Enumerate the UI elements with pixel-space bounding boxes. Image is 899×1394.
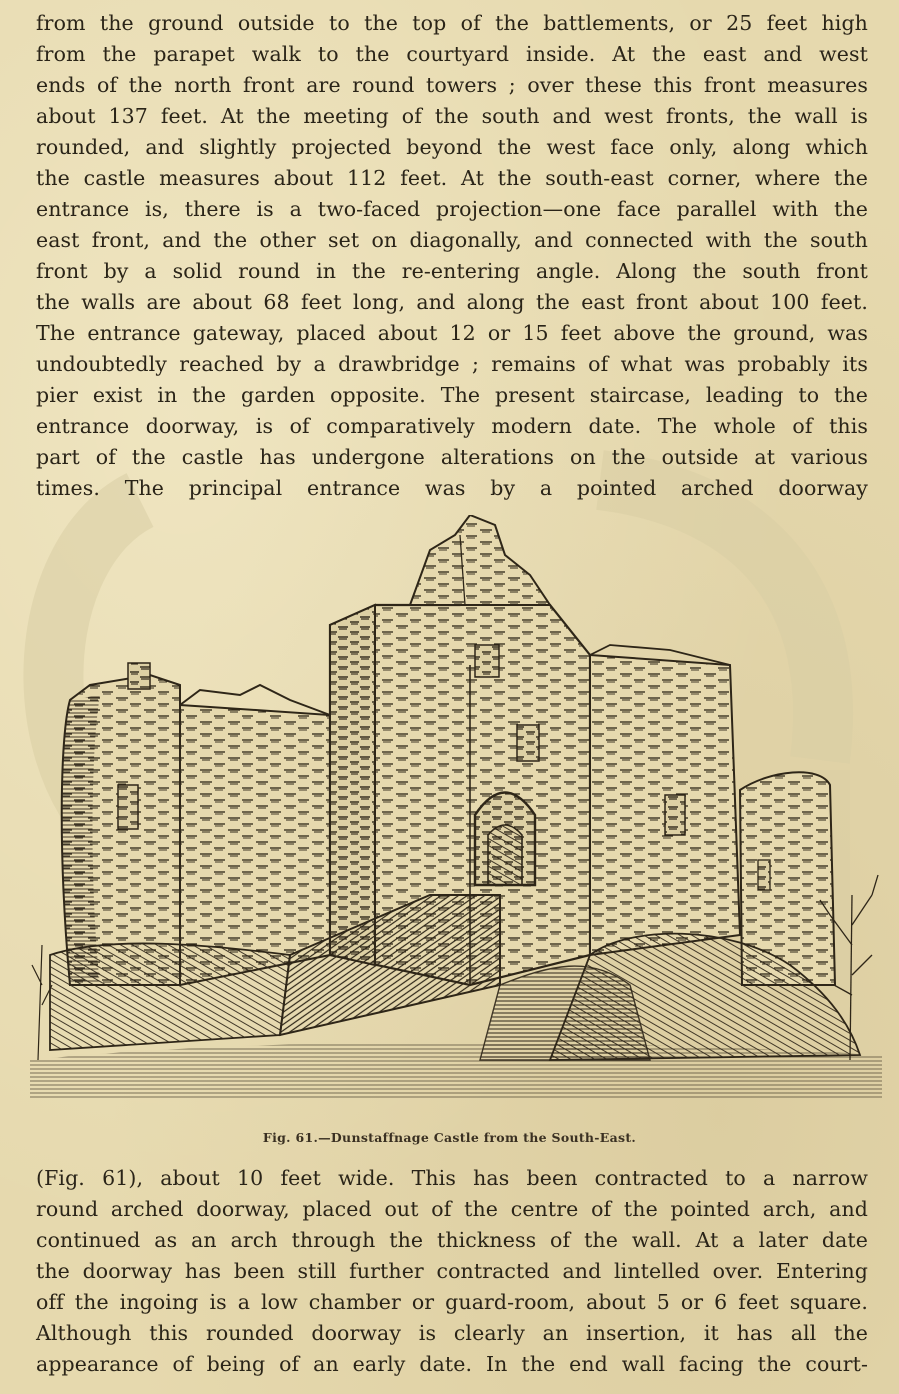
text-line: the castle measures about 112 feet. At the south-east corner, where the xyxy=(36,166,868,190)
text-line: front by a solid round in the re-entering angle. Along the south front xyxy=(36,259,868,283)
text-line: The entrance gateway, placed about 12 or 15 feet above the ground, was xyxy=(36,321,868,345)
text-line: undoubtedly reached by a drawbridge ; remains of what was probably its xyxy=(36,352,868,376)
text-line: the doorway has been still further contracted and lintelled over. Entering xyxy=(36,1259,868,1283)
text-line: from the ground outside to the top of the battlements, or 25 feet high xyxy=(36,11,868,35)
text-line: (Fig. 61), about 10 feet wide. This has been contracted to a narrow xyxy=(36,1166,868,1190)
top-paragraph xyxy=(36,8,868,504)
text-line: rounded, and slightly projected beyond the west face only, along which xyxy=(36,135,868,159)
text-line: entrance is, there is a two-faced projection—one face parallel with the xyxy=(36,197,868,221)
figure-caption: Fig. 61.—Dunstaffnage Castle from the South-East. xyxy=(262,1130,637,1145)
text-line: from the parapet walk to the courtyard inside. At the east and west xyxy=(36,42,868,66)
text-line: continued as an arch through the thickness of the wall. At a later date xyxy=(36,1228,868,1252)
text-line: off the ingoing is a low chamber or guard-room, about 5 or 6 feet square. xyxy=(36,1290,868,1314)
text-line: ends of the north front are round towers ; over these this front measures xyxy=(36,73,868,97)
text-line: east front, and the other set on diagonally, and connected with the south xyxy=(36,228,868,252)
text-line: appearance of being of an early date. In the end wall facing the court- xyxy=(36,1352,868,1376)
text-line: entrance doorway, is of comparatively modern date. The whole of this xyxy=(36,414,868,438)
text-line: about 137 feet. At the meeting of the south and west fronts, the wall is xyxy=(36,104,868,128)
text-line: the walls are about 68 feet long, and along the east front about 100 feet. xyxy=(36,290,868,314)
castle-illustration xyxy=(30,515,882,1100)
bottom-paragraph xyxy=(36,1163,868,1380)
text-line: round arched doorway, placed out of the centre of the pointed arch, and xyxy=(36,1197,868,1221)
text-line: times. The principal entrance was by a pointed arched doorway xyxy=(36,476,868,500)
text-line: Although this rounded doorway is clearly an insertion, it has all the xyxy=(36,1321,868,1345)
text-line: part of the castle has undergone alterations on the outside at various xyxy=(36,445,868,469)
text-line: pier exist in the garden opposite. The present staircase, leading to the xyxy=(36,383,868,407)
